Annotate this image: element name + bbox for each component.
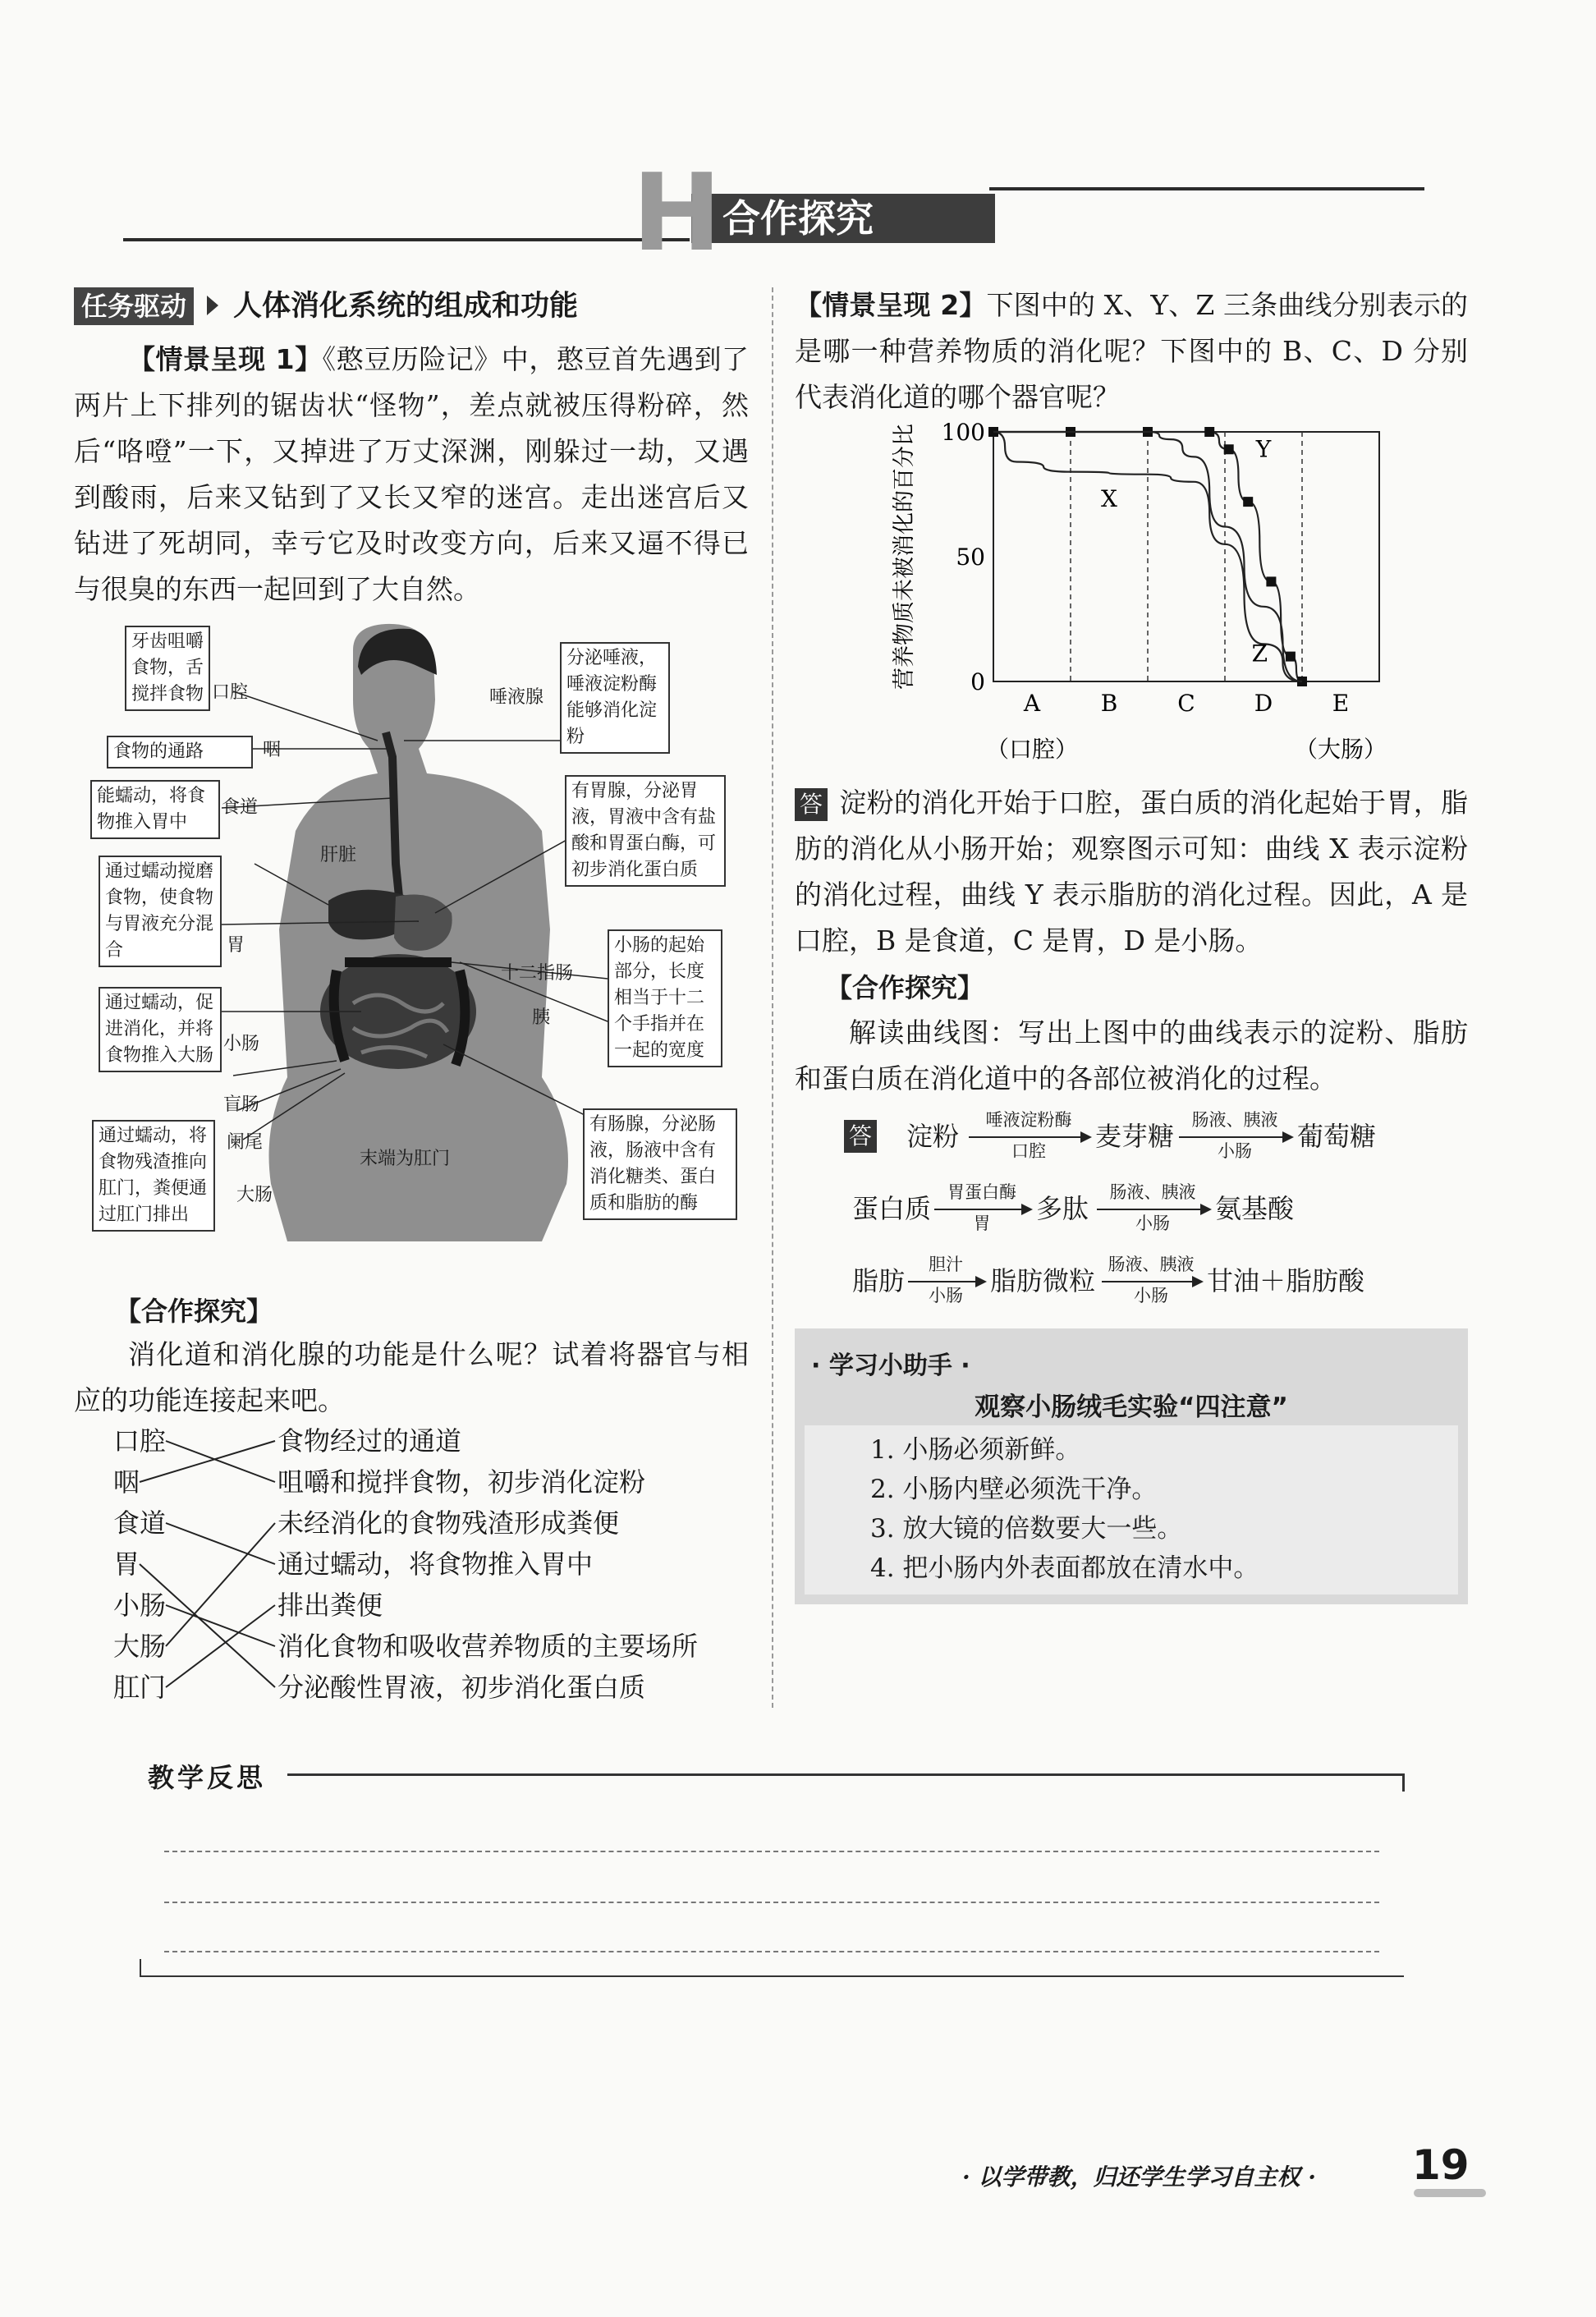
bottom-label-large-intestine: （大肠） bbox=[1294, 736, 1387, 763]
match-function: 排出粪便 bbox=[277, 1590, 383, 1621]
label-large-intestine-function: 通过蠕动，将食物残渣推向肛门，粪便通过肛门排出 bbox=[92, 1120, 215, 1232]
starch-label: 淀粉 bbox=[906, 1121, 960, 1152]
y-tick-label: 0 bbox=[970, 668, 985, 695]
fat-arrow1 bbox=[908, 1281, 985, 1282]
digestion-chart bbox=[870, 402, 1429, 796]
label-mouth: 口腔 bbox=[212, 682, 249, 703]
label-intestinal-gland-function: 有肠腺，分泌肠液，肠液中含有消化糖类、蛋白质和脂肪的酶 bbox=[583, 1108, 737, 1220]
label-gastric-gland-function: 有胃腺，分泌胃液，胃液中含有盐酸和胃蛋白酶，可初步消化蛋白质 bbox=[565, 775, 726, 887]
label-pancreas: 胰 bbox=[532, 1007, 551, 1028]
x-tick-label: B bbox=[1100, 690, 1118, 717]
label-stomach-function: 通过蠕动搅磨食物，使食物与胃液充分混合 bbox=[99, 856, 222, 967]
scene1-paragraph bbox=[74, 337, 749, 613]
protein-product: 氨基酸 bbox=[1215, 1193, 1295, 1224]
protein-arrow1 bbox=[934, 1209, 1031, 1210]
curve-Y-marker bbox=[1224, 444, 1234, 454]
digestion-pathways bbox=[795, 1100, 1468, 1322]
fat-product: 甘油＋脂肪酸 bbox=[1207, 1265, 1365, 1296]
header-title: 合作探究 bbox=[722, 196, 874, 241]
curve-Y-marker bbox=[1286, 652, 1296, 662]
scene1-text: 《憨豆历险记》中，憨豆首先遇到了两片上下排列的锯齿状“怪物”，差点就被压得粉碎，然后“咯噔”一下，又掉进了万丈深渊，刚躲过一劫，又遇到酸雨，后来又钻到了又长又窄的迷宫。走出迷宫后又钻进了死胡同，幸亏它及时改变方向，后来又逼不得已与很臭的东西一起回到了大自然。 bbox=[74, 343, 749, 605]
label-pharynx: 咽 bbox=[263, 740, 282, 760]
writing-line bbox=[164, 1951, 1379, 1952]
label-duodenum: 十二指肠 bbox=[501, 963, 574, 984]
starch-enzyme1: 唾液淀粉酶 bbox=[985, 1110, 1072, 1130]
coop1-title: 【合作探究】 bbox=[115, 1296, 273, 1327]
match-function: 通过蠕动，将食物推入胃中 bbox=[277, 1548, 594, 1580]
curve-Y-marker bbox=[1266, 576, 1276, 586]
fat-enzyme1: 胆汁 bbox=[929, 1255, 963, 1274]
x-tick-label: C bbox=[1177, 690, 1195, 717]
match-organ: 咽 bbox=[113, 1466, 140, 1498]
label-teeth-function: 牙齿咀嚼食物，舌搅拌食物 bbox=[125, 626, 210, 711]
coop1-question: 消化道和消化腺的功能是什么呢？试着将器官与相应的功能连接起来吧。 bbox=[74, 1338, 749, 1416]
digestive-figure bbox=[82, 617, 770, 1282]
fat-arrow2 bbox=[1102, 1281, 1202, 1282]
starch-arrow2 bbox=[1179, 1136, 1292, 1138]
helper-item: 3. 放大镜的倍数要大一些。 bbox=[870, 1514, 1183, 1544]
starch-intermediate: 麦芽糖 bbox=[1095, 1121, 1175, 1152]
y-tick-label: 100 bbox=[941, 419, 985, 446]
scene1-label: 【情景呈现 1】 bbox=[128, 343, 323, 375]
answer-icon: 答 bbox=[844, 1120, 877, 1153]
label-saliva-function: 分泌唾液，唾液淀粉酶能够消化淀粉 bbox=[560, 642, 670, 754]
protein-arrow2 bbox=[1097, 1209, 1210, 1210]
helper-title: · 学习小助手 · bbox=[811, 1351, 970, 1380]
reflection-title: 教学反思 bbox=[148, 1762, 267, 1793]
starch-site1: 口腔 bbox=[1011, 1141, 1046, 1161]
reflection-bottom-rule bbox=[140, 1975, 1404, 1977]
label-esophagus-function: 能蠕动，将食物推入胃中 bbox=[90, 780, 220, 839]
scene2-text: 下图中的 X、Y、Z 三条曲线分别表示的是哪一种营养物质的消化呢？下图中的 B、C、D 分别代表消化道的哪个器官呢？ bbox=[795, 289, 1468, 413]
matching-exercise bbox=[107, 1420, 764, 1716]
starch-product: 葡萄糖 bbox=[1297, 1121, 1377, 1152]
bottom-label-mouth: （口腔） bbox=[985, 736, 1079, 763]
match-function: 分泌酸性胃液，初步消化蛋白质 bbox=[277, 1672, 646, 1703]
match-organ: 食道 bbox=[113, 1507, 167, 1539]
header-rule-right bbox=[989, 187, 1424, 190]
protein-intermediate: 多肽 bbox=[1036, 1193, 1089, 1224]
curve-Y-marker bbox=[1243, 497, 1253, 507]
page-number-underline bbox=[1414, 2189, 1486, 2197]
page-number: 19 bbox=[1412, 2141, 1470, 2189]
label-stomach: 胃 bbox=[227, 935, 245, 956]
match-organ: 胃 bbox=[113, 1548, 140, 1580]
protein-site1: 胃 bbox=[973, 1214, 991, 1233]
matching-lines bbox=[107, 1420, 279, 1716]
coop2-title: 【合作探究】 bbox=[826, 972, 984, 1003]
starch-site2: 小肠 bbox=[1218, 1141, 1252, 1161]
header-letter: H bbox=[632, 150, 722, 275]
reflection-bottom-rule-end bbox=[140, 1959, 141, 1977]
starch-enzyme2: 肠液、胰液 bbox=[1191, 1110, 1278, 1130]
coop2-question: 解读曲线图：写出上图中的曲线表示的淀粉、脂肪和蛋白质在消化道中的各部位被消化的过程。 bbox=[795, 1016, 1468, 1094]
scene2-label: 【情景呈现 2】 bbox=[795, 289, 987, 321]
label-duodenum-length: 小肠的起始部分，长度相当于十二个手指并在一起的宽度 bbox=[608, 929, 722, 1067]
task-tag: 任务驱动 bbox=[74, 287, 194, 325]
x-tick-label: D bbox=[1254, 690, 1273, 717]
scene2-paragraph bbox=[795, 282, 1468, 420]
match-function: 食物经过的通道 bbox=[277, 1425, 462, 1457]
task-arrow-icon bbox=[207, 296, 218, 315]
match-function: 未经消化的食物残渣形成粪便 bbox=[277, 1507, 620, 1539]
helper-list bbox=[805, 1425, 1458, 1594]
reflection-rule bbox=[287, 1773, 1404, 1776]
reflection-rule-end bbox=[1402, 1773, 1405, 1792]
curve-label-Y: Y bbox=[1255, 435, 1272, 463]
header-rule-left bbox=[123, 238, 690, 241]
x-tick-label: E bbox=[1332, 690, 1350, 717]
label-pharynx-function: 食物的通路 bbox=[107, 736, 253, 769]
label-salivary-gland: 唾液腺 bbox=[489, 687, 544, 708]
match-function: 咀嚼和搅拌食物，初步消化淀粉 bbox=[277, 1466, 646, 1498]
curve-label-Z: Z bbox=[1251, 640, 1268, 668]
y-axis-label: 营养物质未被消化的百分比 bbox=[892, 424, 917, 690]
fat-site2: 小肠 bbox=[1134, 1286, 1168, 1305]
curve-label-X: X bbox=[1101, 485, 1117, 513]
label-esophagus: 食道 bbox=[222, 797, 259, 818]
answer-icon: 答 bbox=[795, 788, 828, 821]
label-cecum: 盲肠 bbox=[223, 1094, 260, 1115]
label-appendix: 阑尾 bbox=[227, 1132, 264, 1153]
match-organ: 口腔 bbox=[113, 1425, 167, 1457]
writing-line bbox=[164, 1902, 1379, 1903]
helper-item: 2. 小肠内壁必须洗干净。 bbox=[870, 1475, 1158, 1504]
protein-label: 蛋白质 bbox=[852, 1193, 932, 1224]
curve-Y-marker bbox=[1204, 427, 1214, 437]
column-divider bbox=[772, 287, 773, 1708]
label-small-intestine: 小肠 bbox=[223, 1034, 260, 1054]
task-title: 人体消化系统的组成和功能 bbox=[233, 290, 579, 323]
fat-label: 脂肪 bbox=[852, 1265, 906, 1296]
match-organ: 大肠 bbox=[113, 1631, 167, 1662]
starch-arrow1 bbox=[969, 1136, 1090, 1138]
answer1-text: 淀粉的消化开始于口腔，蛋白质的消化起始于胃，脂肪的消化从小肠开始；观察图示可知：曲线 X 表示淀粉的消化过程，曲线 Y 表示脂肪的消化过程。因此，A 是口腔，B 是食道，C 是胃，D 是小肠。 bbox=[795, 787, 1468, 957]
helper-subtitle: 观察小肠绒毛实验“四注意” bbox=[975, 1392, 1288, 1422]
writing-line bbox=[164, 1851, 1379, 1852]
protein-site2: 小肠 bbox=[1135, 1214, 1170, 1233]
footer-slogan: · 以学带教，归还学生学习自主权 · bbox=[962, 2163, 1316, 2191]
protein-enzyme1: 胃蛋白酶 bbox=[947, 1182, 1016, 1202]
match-organ: 肛门 bbox=[113, 1672, 167, 1703]
label-liver: 肝脏 bbox=[320, 845, 357, 865]
label-small-intestine-function: 通过蠕动，促进消化，并将食物推入大肠 bbox=[99, 987, 222, 1072]
fat-intermediate: 脂肪微粒 bbox=[990, 1265, 1096, 1296]
chart-svg bbox=[870, 402, 1429, 796]
match-organ: 小肠 bbox=[113, 1590, 167, 1621]
plot-frame bbox=[993, 432, 1379, 681]
match-function: 消化食物和吸收营养物质的主要场所 bbox=[277, 1631, 699, 1662]
helper-item: 1. 小肠必须新鲜。 bbox=[870, 1435, 1081, 1465]
x-tick-label: A bbox=[1023, 690, 1041, 717]
y-tick-label: 50 bbox=[956, 544, 985, 571]
fat-site1: 小肠 bbox=[929, 1286, 963, 1305]
fat-enzyme2: 肠液、胰液 bbox=[1108, 1255, 1195, 1274]
learning-helper-box bbox=[795, 1328, 1468, 1604]
label-anus: 末端为肛门 bbox=[360, 1149, 451, 1169]
label-large-intestine: 大肠 bbox=[236, 1185, 273, 1205]
helper-item: 4. 把小肠内外表面都放在清水中。 bbox=[870, 1553, 1259, 1583]
answer1-paragraph bbox=[795, 780, 1468, 964]
protein-enzyme2: 肠液、胰液 bbox=[1109, 1182, 1196, 1202]
